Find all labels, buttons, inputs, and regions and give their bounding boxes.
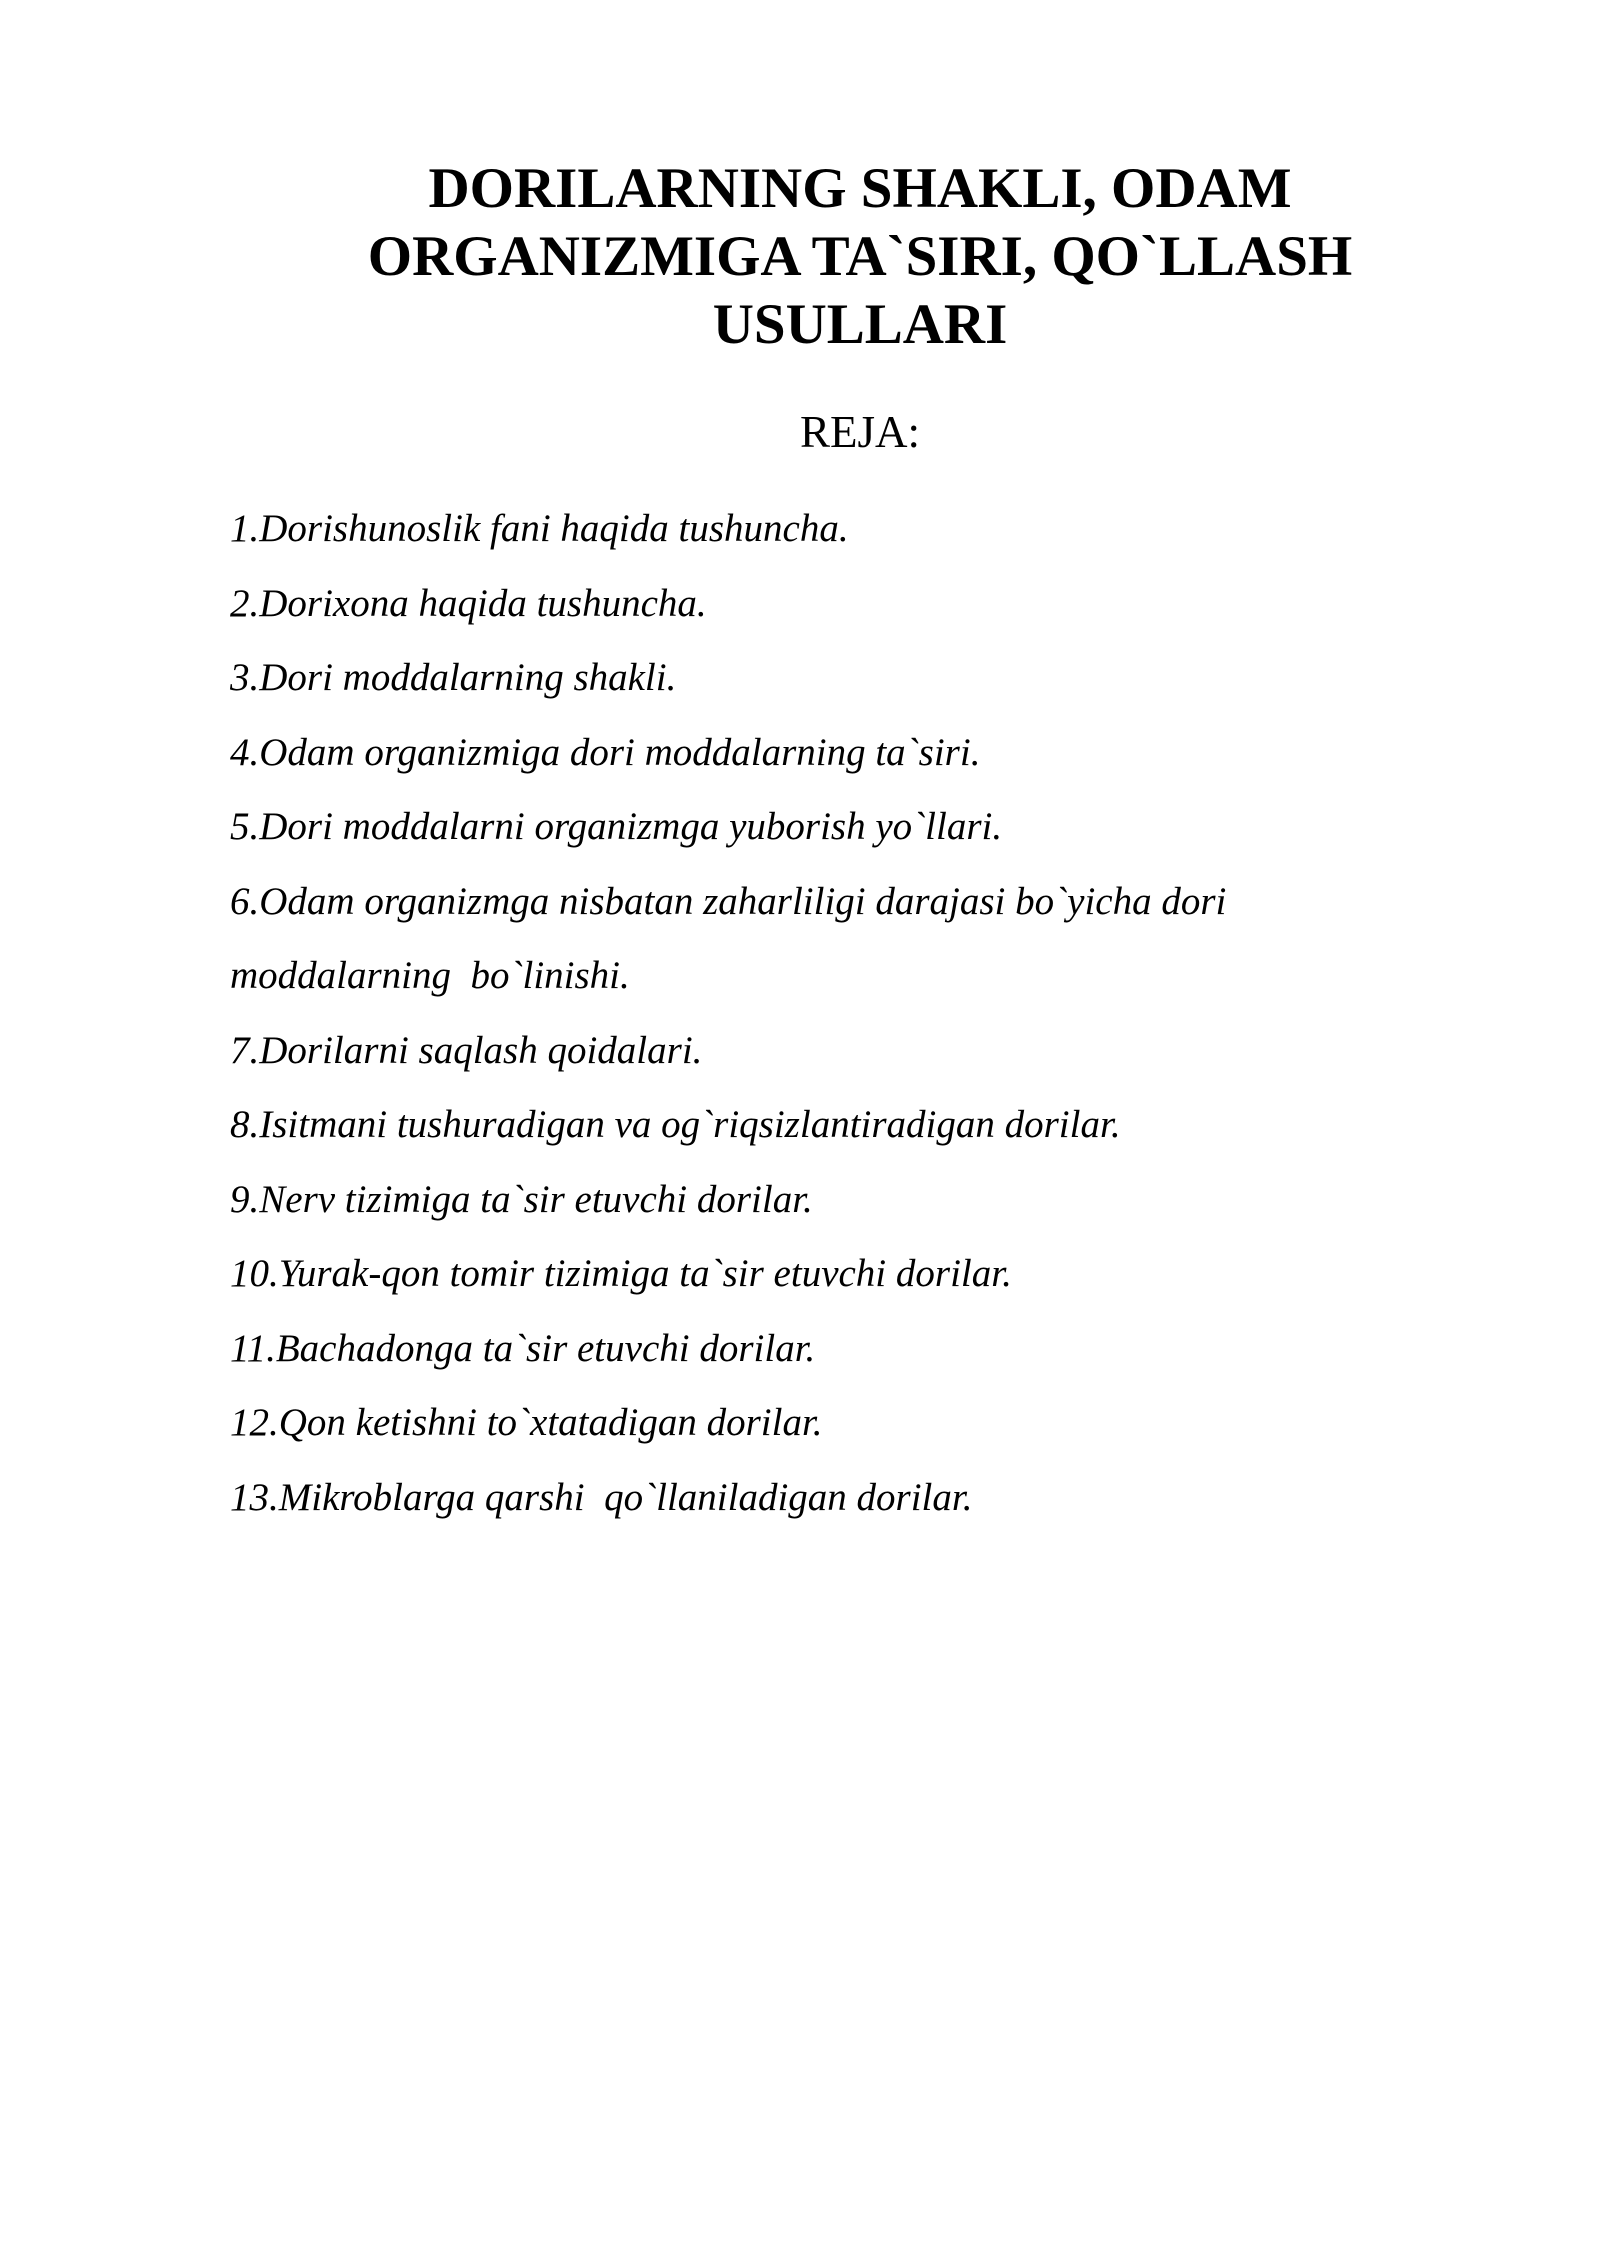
plan-item-text: 2.Dorixona haqida tushuncha. [230,581,707,625]
plan-item-text: 1.Dorishunoslik fani haqida tushuncha. [230,507,849,550]
plan-item-text: 3.Dori moddalarning shakli. [230,656,677,699]
plan-list [230,492,1410,1535]
plan-item-text: 9.Nerv tizimiga ta`sir etuvchi dorilar. [230,1177,813,1221]
plan-item [230,716,1410,791]
plan-item [230,865,1410,940]
plan-item [230,1163,1410,1238]
document-title [300,155,1420,359]
plan-item [230,1237,1410,1312]
plan-item-text: 12.Qon ketishni to`xtatadigan dorilar. [230,1401,823,1444]
plan-item-continuation [230,939,1410,1014]
title-line: DORILARNING SHAKLI, ODAM [428,157,1292,220]
plan-item [230,492,1410,567]
plan-item-text: 11.Bachadonga ta`sir etuvchi dorilar. [230,1326,816,1370]
plan-item-text: 4.Odam organizmiga dori moddalarning ta`siri. [230,730,981,774]
plan-item-text: 6.Odam organizmga nisbatan zaharliligi darajasi bo`yicha dori [230,879,1227,923]
plan-item [230,641,1410,716]
plan-item [230,790,1410,865]
plan-item-text: moddalarning bo`linishi. [230,954,630,997]
plan-item [230,1386,1410,1461]
title-line: ORGANIZMIGA TA`SIRI, QO`LLASH [367,225,1353,288]
plan-heading: REJA: [799,407,920,457]
plan-item-text: 5.Dori moddalarni organizmga yuborish yo`llari. [230,805,1003,848]
plan-item [230,1088,1410,1163]
plan-item [230,1014,1410,1089]
plan-item-text: 10.Yurak-qon tomir tizimiga ta`sir etuvchi dorilar. [230,1252,1012,1295]
plan-item-text: 7.Dorilarni saqlash qoidalari. [230,1028,703,1072]
plan-item-text: 13.Mikroblarga qarshi qo`llaniladigan dorilar. [230,1475,973,1519]
title-line: USULLARI [712,293,1008,356]
plan-item [230,1461,1410,1536]
plan-item [230,1312,1410,1387]
plan-item [230,567,1410,642]
plan-item-text: 8.Isitmani tushuradigan va og`riqsizlantiradigan dorilar. [230,1103,1121,1146]
